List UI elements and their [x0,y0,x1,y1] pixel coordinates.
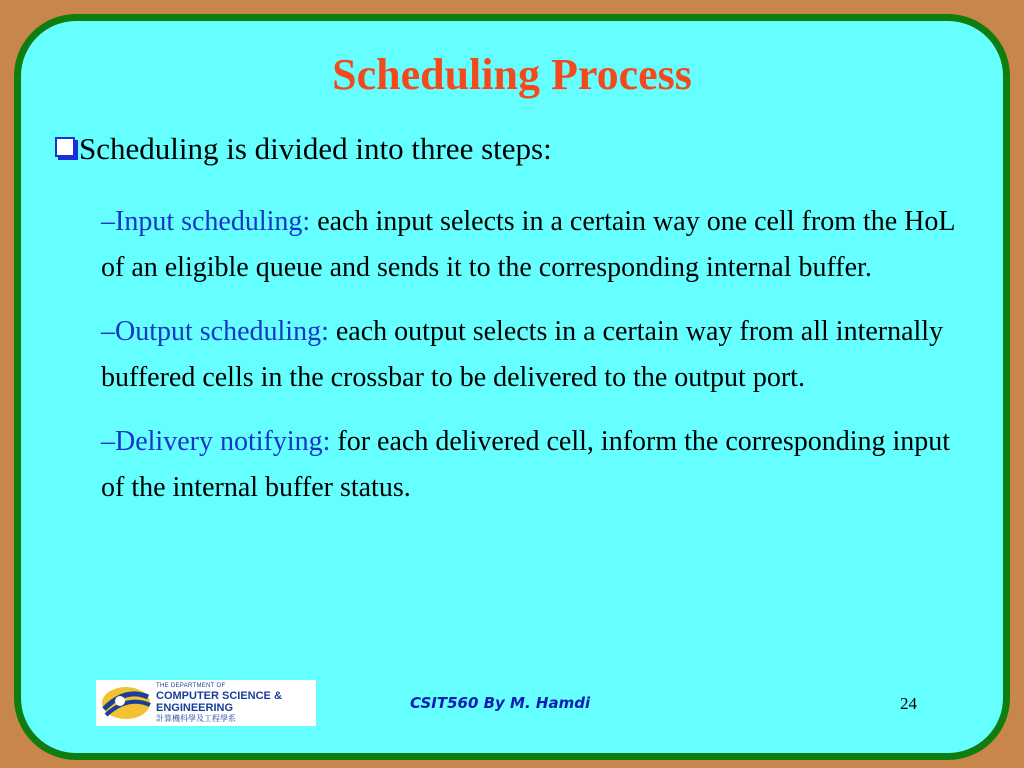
logo-line2: ENGINEERING [156,702,234,714]
logo-text [156,683,282,723]
logo-line1: COMPUTER SCIENCE & [156,690,282,702]
department-logo-icon [100,683,152,723]
step-text: each input selects in a certain way one cell from the HoL of an eligible queue and sends it to the corresponding internal buffer. [101,206,955,283]
slide-title: Scheduling Process [332,50,692,99]
intro-text: Scheduling is divided into three steps: [79,131,552,166]
step-text: for each delivered cell, inform the corresponding input of the internal buffer status. [101,426,951,503]
intro-bullet [55,129,552,169]
step-lead: –Output scheduling: [101,316,329,347]
steps-list [101,199,961,529]
step-lead: –Input scheduling: [101,206,311,237]
step-item [101,199,961,291]
logo-small-text: THE DEPARTMENT OF [156,683,226,689]
step-item [101,309,961,401]
step-lead: –Delivery notifying: [101,426,331,457]
step-item [101,419,961,511]
logo-chinese-text: 計算機科學及工程學系 [156,714,236,723]
department-logo [96,680,316,726]
step-text: each output selects in a certain way from all internally buffered cells in the crossbar to be delivered to the output port. [101,316,944,393]
course-footer: CSIT560 By M. Hamdi [410,694,591,712]
checkbox-bullet-icon [55,137,75,157]
page-number: 24 [900,694,917,713]
slide-panel [14,14,1010,760]
